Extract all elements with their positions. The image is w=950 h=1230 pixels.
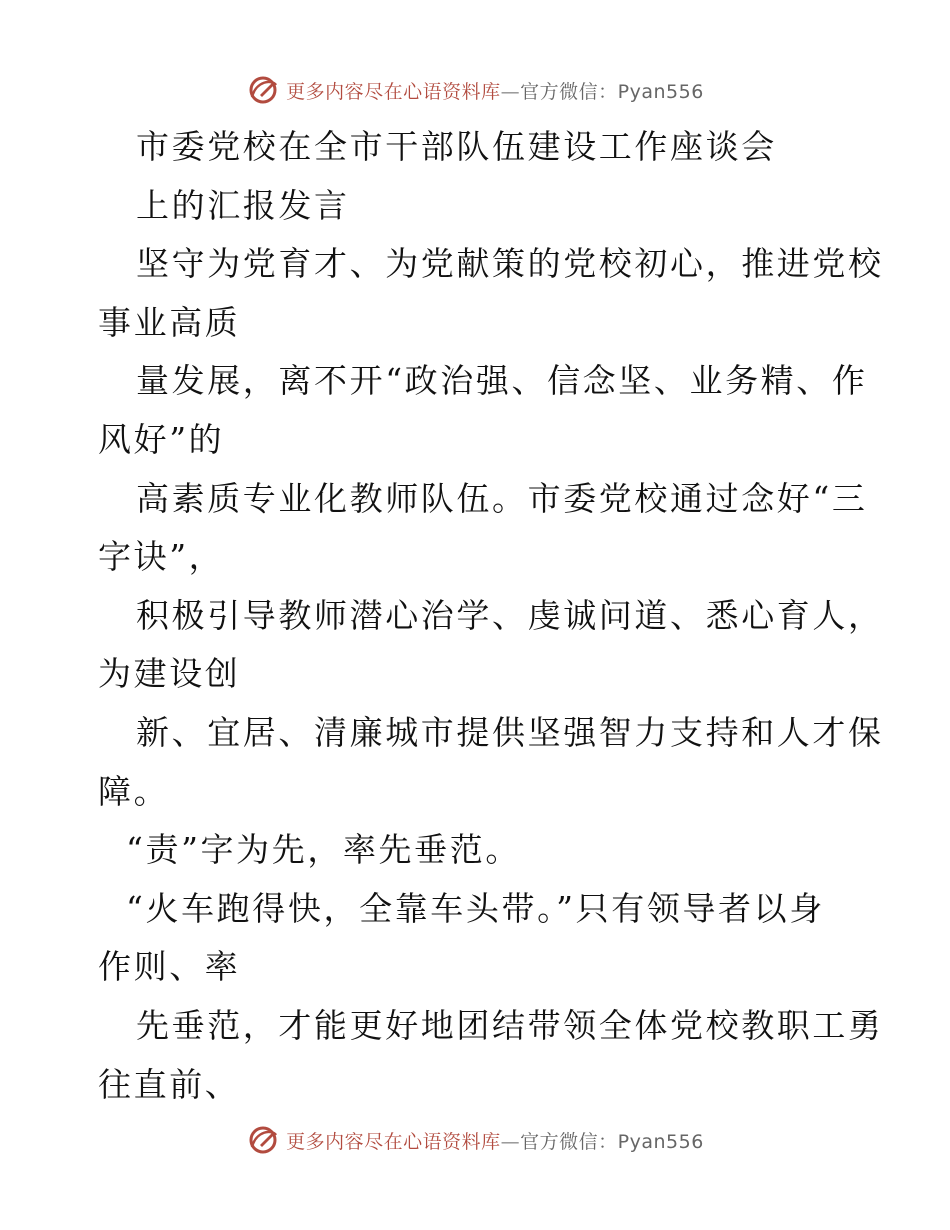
paragraph-line: 为建设创 [98, 654, 241, 694]
paragraph-line: 高素质专业化教师队伍。市委党校通过念好“三 [136, 478, 868, 518]
section-heading: “责”字为先，率先垂范。 [126, 830, 521, 870]
paragraph-line: 量发展，离不开“政治强、信念坚、业务精、作 [136, 361, 868, 401]
paragraph-line: 先垂范，才能更好地团结带领全体党校教职工勇 [136, 1005, 884, 1045]
title-line-2: 上的汇报发言 [136, 185, 350, 225]
paragraph-line: 障。 [98, 771, 170, 811]
document-body [98, 118, 884, 1114]
paragraph-line: 坚守为党育才、为党献策的党校初心，推进党校 [136, 244, 884, 284]
title-line-1: 市委党校在全市干部队伍建设工作座谈会 [136, 127, 777, 166]
paragraph-line: 事业高质 [98, 302, 241, 342]
paragraph-line: 新、宜居、清廉城市提供坚强智力支持和人才保 [136, 712, 884, 752]
paragraph-line: “火车跑得快，全靠车头带。”只有领导者以身 [126, 888, 825, 928]
pen-swirl-logo-icon [246, 73, 280, 107]
paragraph-line: 风好”的 [98, 419, 225, 459]
watermark-header [0, 70, 950, 110]
watermark-text: 更多内容尽在心语资料库—官方微信：Pyan556 [286, 80, 704, 103]
paragraph-line: 往直前、 [98, 1064, 241, 1104]
paragraph-line: 字诀”， [98, 537, 225, 577]
paragraph-line: 积极引导教师潜心治学、虔诚问道、悉心育人， [136, 595, 884, 635]
pen-swirl-logo-icon [246, 1123, 280, 1157]
watermark-text: 更多内容尽在心语资料库—官方微信：Pyan556 [286, 1130, 704, 1153]
watermark-footer [0, 1120, 950, 1160]
paragraph-line: 作则、率 [98, 947, 241, 987]
